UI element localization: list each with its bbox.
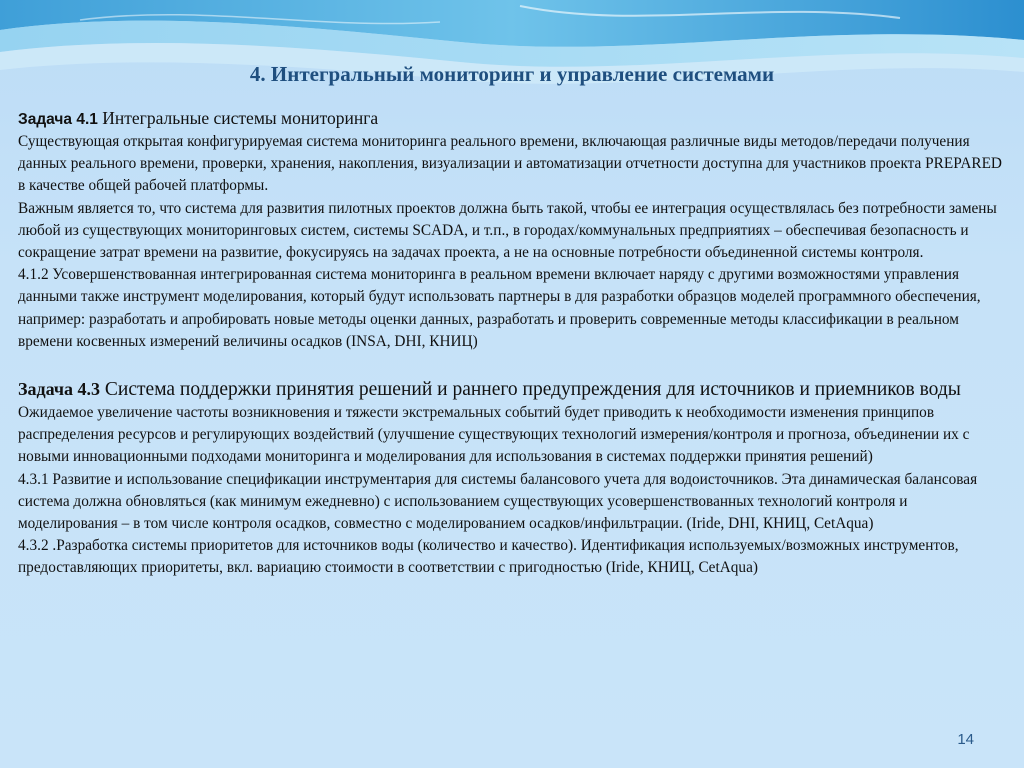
header-wave-decoration [0,0,1024,120]
task-4-3-title: Система поддержки принятия решений и раннего предупреждения для источников и приемников воды [100,379,961,401]
section-spacer [18,353,1003,377]
slide-title: 4. Интегральный мониторинг и управление системами [249,62,775,86]
task-4-1-paragraph-1: Существующая открытая конфигурируемая система мониторинга реального времени, включающая различные виды методов/передачи получения данных реального времени, проверки, хранения, накопления, визуализации и автоматизации отчетности доступна для участников проекта PREPARED в качестве общей рабочей платформы. [18,133,1002,195]
task-4-1-label: Задача 4.1 [18,111,98,128]
task-4-3-paragraph-1: Ожидаемое увеличение частоты возникновения и тяжести экстремальных событий будет приводить к необходимости изменения принципов распределения ресурсов и регулирующих воздействий (улучшение существующих технологий измерения/контроля и прогноза, объединении их с новыми инновационными подходами мониторинга и моделирования для использования в системах поддержки принятия решений) [18,404,970,466]
task-4-1-paragraph-2: Важным является то, что система для развития пилотных проектов должна быть такой, чтобы ее интеграция осуществлялась без потребности замены любой из существующих мониторинговых систем, системы SCADA, и т.п., в городах/коммунальных предприятиях – обеспечивая безопасность и сокращение затрат времени на развитие, фокусируясь на задачах проекта, а не на основные потребности объединенной системы контроля. [18,199,997,262]
task-4-1-2-paragraph: 4.1.2 Усовершенствованная интегрированная система мониторинга в реальном времени включает наряду с другими возможностями управления данными также инструмент моделирования, который будут использовать партнеры в для разработки образцов моделей программного обеспечения, например: разработать и апробировать новые методы оценки данных, разработать и проверить современные методы классификации в реальном времени косвенных измерений величины осадков (INSA, DHI, КНИЦ) [18,266,981,350]
task-4-3-2-paragraph: 4.3.2 .Разработка системы приоритетов для источников воды (количество и качество). Идентификация используемых/возможных инструментов, предоставляющих приоритеты, вкл. вариацию стоимости в соответствии с пригодностью (Iride, КНИЦ, CetAqua) [18,537,959,577]
task-4-1-heading [18,107,1003,131]
task-4-3-1-paragraph: 4.3.1 Развитие и использование спецификации инструментария для системы балансового учета для водоисточников. Эта динамическая балансовая система должна обновляться (как минимум ежедневно) с использованием существующих усовершенствованных технологий контроля и моделирования – в том числе контроля осадков, совместно с моделированием осадков/инфильтрации. (Iride, DHI, КНИЦ, CetAqua) [18,470,978,533]
page-number: 14 [957,731,974,748]
task-4-3-heading [18,377,1003,402]
task-4-1-title: Интегральные системы мониторинга [97,108,379,128]
slide-content [18,107,1003,580]
task-4-3-label: Задача 4.3 [18,379,101,400]
